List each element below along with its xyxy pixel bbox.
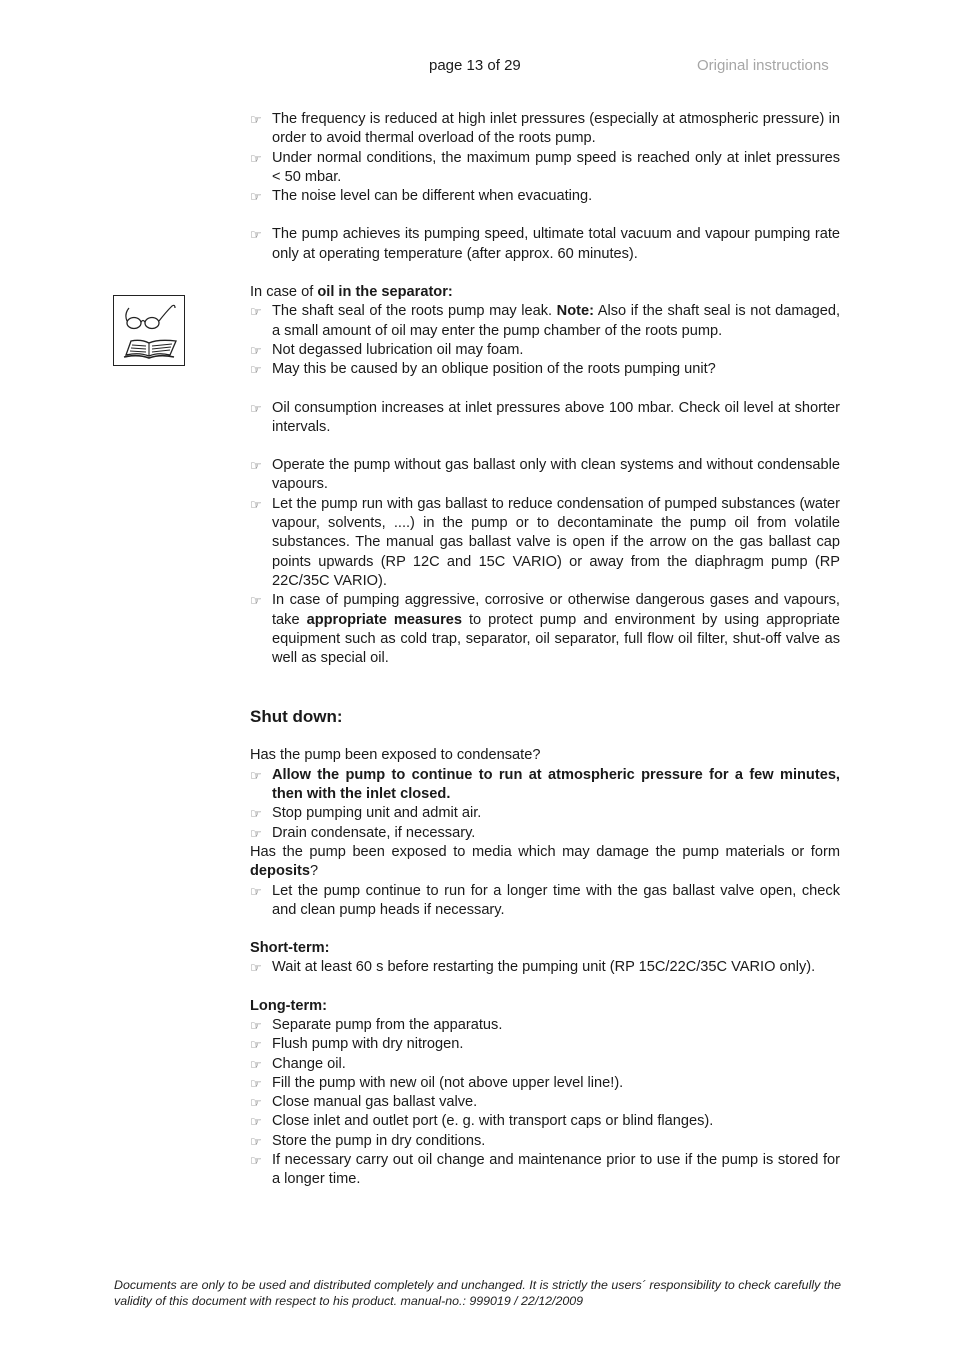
pointing-hand-icon: ☞ — [250, 1075, 262, 1091]
list-item: ☞ Drain condensate, if necessary. — [250, 824, 840, 843]
pointing-hand-icon: ☞ — [250, 150, 262, 166]
section-heading-shut-down: Shut down: — [250, 707, 343, 727]
pointing-hand-icon: ☞ — [250, 112, 262, 127]
pointing-hand-icon: ☞ — [250, 593, 262, 609]
pointing-hand-icon: ☞ — [250, 825, 262, 841]
pointing-hand-icon: ☞ — [250, 767, 262, 783]
pointing-hand-icon: ☞ — [250, 883, 262, 899]
page-number: page 13 of 29 — [429, 57, 521, 74]
list-item: ☞ Fill the pump with new oil (not above upper level line!). — [250, 1074, 840, 1093]
footer-disclaimer: Documents are only to be used and distributed completely and unchanged. It is strictly the users´ responsibility to check carefully the validity of this document with respect to his product. manual-no.: 999019 / 22/12/2009 — [114, 1278, 841, 1308]
pointing-hand-icon: ☞ — [250, 189, 262, 205]
pointing-hand-icon: ☞ — [250, 342, 262, 358]
list-item: ☞ Not degassed lubrication oil may foam. — [250, 341, 840, 360]
list-item: ☞ Under normal conditions, the maximum pump speed is reached only at inlet pressures < 50 mbar. — [250, 149, 840, 185]
list-item: ☞ Operate the pump without gas ballast only with clean systems and without condensable vapours. — [250, 457, 840, 493]
pointing-hand-icon: ☞ — [250, 1037, 262, 1053]
list-item: ☞ Let the pump continue to run for a longer time with the gas ballast valve open, check and clean pump heads if necessary. — [250, 882, 840, 918]
long-term-heading: Long-term: — [250, 997, 328, 1014]
list-item: ☞ Let the pump run with gas ballast to reduce condensation of pumped substances (water vapour, solvents, ....) in the pump or to decontaminate the pump oil from volatile substances. The manual gas ballast valve is open if the arrow on the gas ballast cap points upwards (RP 12C and 15C VARIO) or away from the diaphragm pump (RP 22C/35C VARIO). — [250, 495, 840, 589]
list-item: ☞ Allow the pump to continue to run at atmospheric pressure for a few minutes, then with the inlet closed. — [250, 766, 840, 803]
list-item: ☞ The noise level can be different when evacuating. — [250, 187, 840, 206]
list-item: ☞ Close manual gas ballast valve. — [250, 1093, 840, 1112]
glasses-book-icon — [113, 295, 185, 366]
pointing-hand-icon: ☞ — [250, 1095, 262, 1111]
page-content — [250, 110, 840, 1190]
pointing-hand-icon: ☞ — [250, 400, 262, 416]
list-item: ☞ Flush pump with dry nitrogen. — [250, 1035, 840, 1054]
pointing-hand-icon: ☞ — [250, 960, 262, 976]
pointing-hand-icon: ☞ — [250, 458, 262, 474]
pointing-hand-icon: ☞ — [250, 1017, 262, 1033]
pointing-hand-icon: ☞ — [250, 1153, 262, 1169]
original-instructions-label: Original instructions — [697, 57, 829, 74]
pointing-hand-icon: ☞ — [250, 304, 262, 320]
list-item: ☞ Change oil. — [250, 1055, 840, 1074]
list-item: ☞ If necessary carry out oil change and maintenance prior to use if the pump is stored for a longer time. — [250, 1152, 840, 1188]
list-item: ☞ May this be caused by an oblique position of the roots pumping unit? — [250, 360, 840, 379]
short-term-heading: Short-term: — [250, 940, 330, 957]
list-item: ☞ Close inlet and outlet port (e. g. with transport caps or blind flanges). — [250, 1112, 840, 1131]
list-item: ☞ In case of pumping aggressive, corrosive or otherwise dangerous gases and vapours, take appropriate measures to protect pump and environment by using appropriate equipment such as cold trap, separator, oil separator, full flow oil filter, shut-off valve as well as special oil. — [250, 592, 840, 667]
pointing-hand-icon: ☞ — [250, 227, 262, 243]
list-item: ☞ Oil consumption increases at inlet pressures above 100 mbar. Check oil level at shorter intervals. — [250, 399, 840, 435]
pointing-hand-icon: ☞ — [250, 496, 262, 512]
list-item: ☞ Stop pumping unit and admit air. — [250, 804, 840, 823]
pointing-hand-icon: ☞ — [250, 362, 262, 378]
bullet-list-operation — [250, 110, 840, 206]
list-item: ☞ The frequency is reduced at high inlet pressures (especially at atmospheric pressure) in order to avoid thermal overload of the roots pump. — [250, 111, 840, 147]
list-item: ☞ The pump achieves its pumping speed, ultimate total vacuum and vapour pumping rate only at operating temperature (after approx. 60 minutes). — [250, 226, 840, 262]
list-item: ☞ Store the pump in dry conditions. — [250, 1132, 840, 1151]
pointing-hand-icon: ☞ — [250, 1114, 262, 1130]
deposits-question: Has the pump been exposed to media which may damage the pump materials or form deposits? — [250, 843, 840, 880]
pointing-hand-icon: ☞ — [250, 1133, 262, 1149]
list-item: ☞ Wait at least 60 s before restarting the pumping unit (RP 15C/22C/35C VARIO only). — [250, 958, 840, 977]
pointing-hand-icon: ☞ — [250, 806, 262, 822]
pointing-hand-icon: ☞ — [250, 1056, 262, 1072]
oil-separator-intro: In case of oil in the separator: — [250, 284, 453, 301]
list-item: ☞ Separate pump from the apparatus. — [250, 1016, 840, 1035]
condensate-question: Has the pump been exposed to condensate? — [250, 747, 541, 764]
list-item: ☞ The shaft seal of the roots pump may leak. Note: Also if the shaft seal is not damaged, a small amount of oil may enter the pump chamber of the roots pump. — [250, 303, 840, 339]
